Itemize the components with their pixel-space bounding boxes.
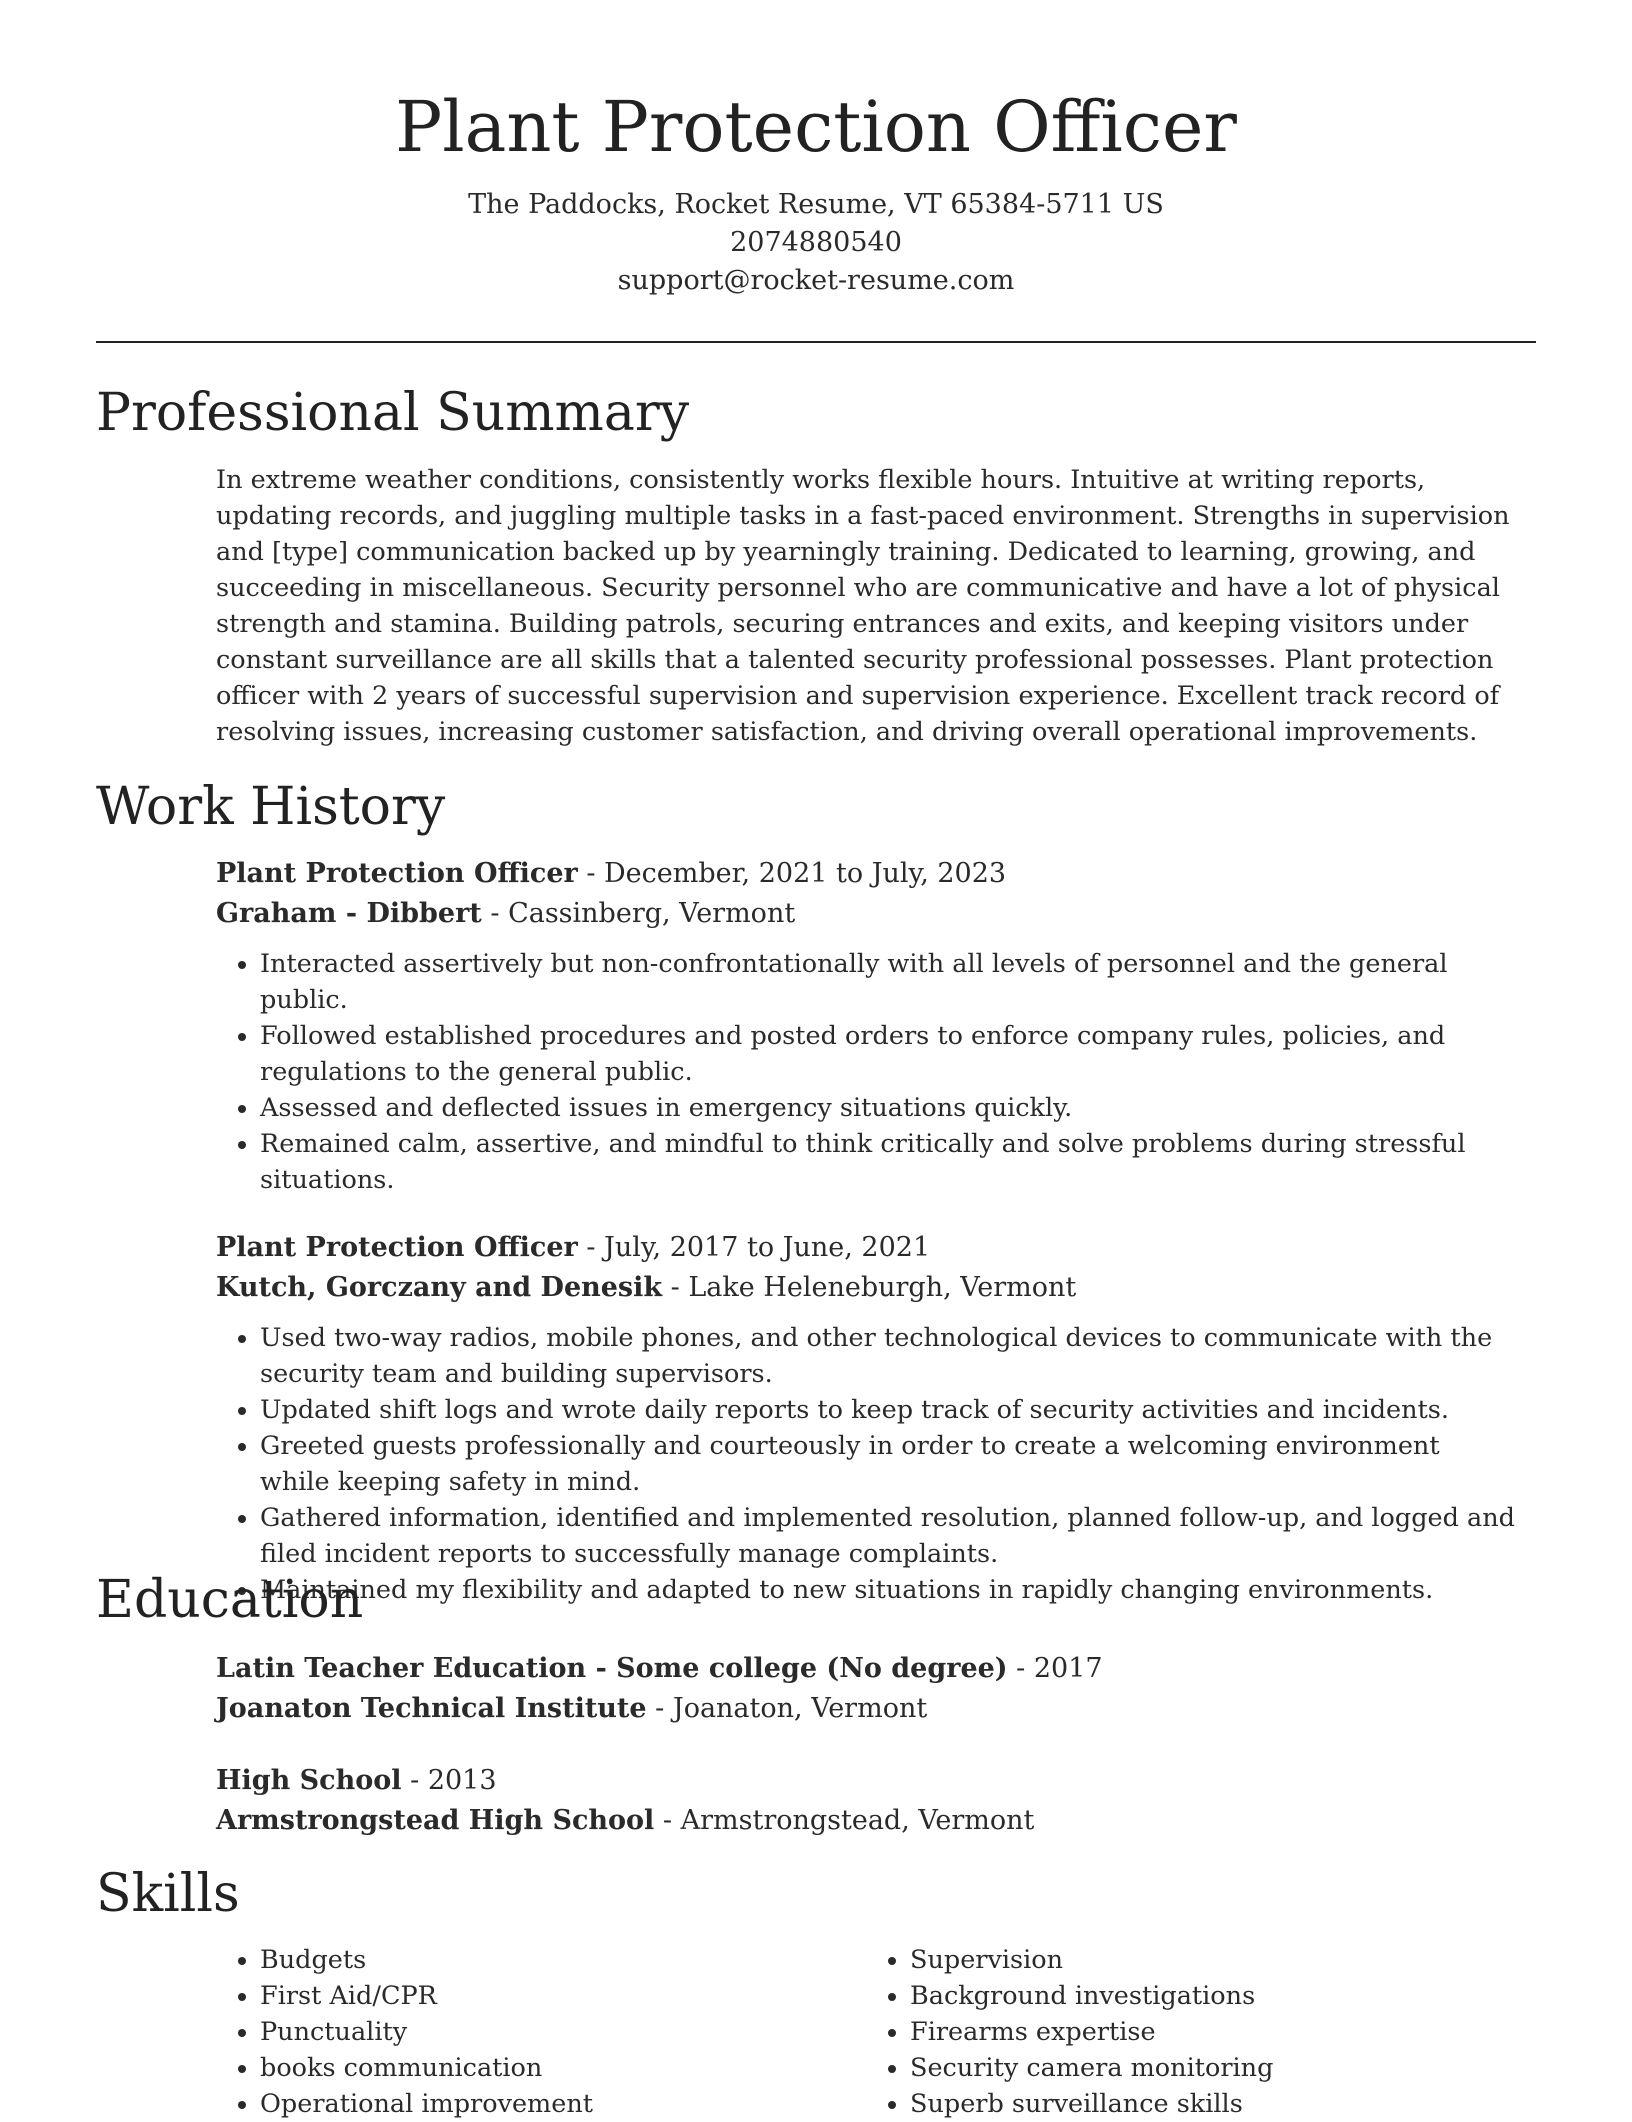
job-dates: - December, 2021 to July, 2023 bbox=[577, 858, 1007, 889]
job-title-line bbox=[216, 854, 1516, 894]
education-location: - Armstrongstead, Vermont bbox=[654, 1805, 1035, 1836]
job-dates: - July, 2017 to June, 2021 bbox=[577, 1232, 931, 1263]
skills-list bbox=[216, 1942, 866, 2122]
skill-item: • Security camera monitoring bbox=[910, 2050, 1516, 2086]
work-history-section bbox=[216, 854, 1516, 1638]
skills-columns bbox=[216, 1942, 1516, 2122]
education-school: Armstrongstead High School bbox=[216, 1805, 655, 1836]
education-year: - 2017 bbox=[1007, 1653, 1103, 1684]
job-company-line bbox=[216, 1268, 1516, 1308]
summary-section bbox=[216, 462, 1516, 750]
address: The Paddocks, Rocket Resume, VT 65384-5711 US bbox=[468, 189, 1164, 220]
skill-item: • First Aid/CPR bbox=[260, 1978, 866, 2014]
job-bullet: • Gathered information, identified and implemented resolution, planned follow-up, and logged and filed incident reports to successfully manage complaints. bbox=[260, 1500, 1516, 1572]
education-degree: High School bbox=[216, 1765, 402, 1796]
job-entry bbox=[216, 1228, 1516, 1608]
job-bullet: • Assessed and deflected issues in emergency situations quickly. bbox=[260, 1090, 1516, 1126]
job-location: - Cassinberg, Vermont bbox=[481, 898, 796, 929]
email-address: support@rocket-resume.com bbox=[617, 265, 1015, 296]
education-section bbox=[216, 1649, 1516, 1873]
job-title-line bbox=[216, 1228, 1516, 1268]
job-company: Graham - Dibbert bbox=[216, 898, 482, 929]
job-position: Plant Protection Officer bbox=[216, 858, 578, 889]
education-degree: Latin Teacher Education - Some college (No degree) bbox=[216, 1653, 1008, 1684]
skill-item: • Supervision bbox=[910, 1942, 1516, 1978]
job-bullet: • Updated shift logs and wrote daily reports to keep track of security activities and incidents. bbox=[260, 1392, 1516, 1428]
education-degree-line bbox=[216, 1649, 1516, 1689]
education-heading: Education bbox=[96, 1570, 364, 1630]
education-school: Joanaton Technical Institute bbox=[216, 1693, 647, 1724]
job-bullet: • Greeted guests professionally and courteously in order to create a welcoming environment while keeping safety in mind. bbox=[260, 1428, 1516, 1500]
skills-section bbox=[216, 1942, 1516, 2122]
header-divider bbox=[96, 341, 1536, 343]
education-school-line bbox=[216, 1801, 1516, 1841]
job-position: Plant Protection Officer bbox=[216, 1232, 578, 1263]
education-year: - 2013 bbox=[401, 1765, 497, 1796]
job-bullet: • Remained calm, assertive, and mindful to think critically and solve problems during stressful situations. bbox=[260, 1126, 1516, 1198]
summary-heading: Professional Summary bbox=[96, 383, 690, 443]
skill-item: • Superb surveillance skills bbox=[910, 2086, 1516, 2122]
skills-column-right bbox=[866, 1942, 1516, 2122]
skill-item: • Operational improvement bbox=[260, 2086, 866, 2122]
skills-list bbox=[866, 1942, 1516, 2122]
job-bullets bbox=[216, 946, 1516, 1198]
job-entry bbox=[216, 854, 1516, 1198]
job-company: Kutch, Gorczany and Denesik bbox=[216, 1272, 663, 1303]
skill-item: • Firearms expertise bbox=[910, 2014, 1516, 2050]
skills-column-left bbox=[216, 1942, 866, 2122]
contact-info bbox=[96, 186, 1536, 300]
job-bullet: • Followed established procedures and posted orders to enforce company rules, policies, and regulations to the general public. bbox=[260, 1018, 1516, 1090]
skill-item: • Budgets bbox=[260, 1942, 866, 1978]
education-location: - Joanaton, Vermont bbox=[646, 1693, 928, 1724]
education-entry bbox=[216, 1761, 1516, 1841]
job-bullet: • Used two-way radios, mobile phones, and other technological devices to communicate with the security team and building supervisors. bbox=[260, 1320, 1516, 1392]
skill-item: • Punctuality bbox=[260, 2014, 866, 2050]
work-history-heading: Work History bbox=[96, 777, 446, 837]
education-school-line bbox=[216, 1689, 1516, 1729]
summary-text: In extreme weather conditions, consistently works flexible hours. Intuitive at writing reports, updating records, and juggling multiple tasks in a fast-paced environment. Strengths in supervision and [type] communication backed up by yearningly training. Dedicated to learning, growing, and succeeding in miscellaneous. Security personnel who are communicative and have a lot of physical strength and stamina. Building patrols, securing entrances and exits, and keeping visitors under constant surveillance are all skills that a talented security professional possesses. Plant protection officer with 2 years of successful supervision and supervision experience. Excellent track record of resolving issues, increasing customer satisfaction, and driving overall operational improvements. bbox=[216, 465, 1510, 747]
skill-item: • books communication bbox=[260, 2050, 866, 2086]
resume-header bbox=[96, 82, 1536, 300]
job-bullets bbox=[216, 1320, 1516, 1608]
skills-heading: Skills bbox=[96, 1864, 240, 1924]
education-entry bbox=[216, 1649, 1516, 1729]
job-bullet: • Maintained my flexibility and adapted to new situations in rapidly changing environments. bbox=[260, 1572, 1516, 1608]
job-bullet: • Interacted assertively but non-confrontationally with all levels of personnel and the general public. bbox=[260, 946, 1516, 1018]
job-company-line bbox=[216, 894, 1516, 934]
skill-item: • Background investigations bbox=[910, 1978, 1516, 2014]
candidate-name: Plant Protection Officer bbox=[395, 86, 1237, 168]
job-location: - Lake Heleneburgh, Vermont bbox=[662, 1272, 1077, 1303]
education-degree-line bbox=[216, 1761, 1516, 1801]
phone-number: 2074880540 bbox=[730, 227, 902, 258]
